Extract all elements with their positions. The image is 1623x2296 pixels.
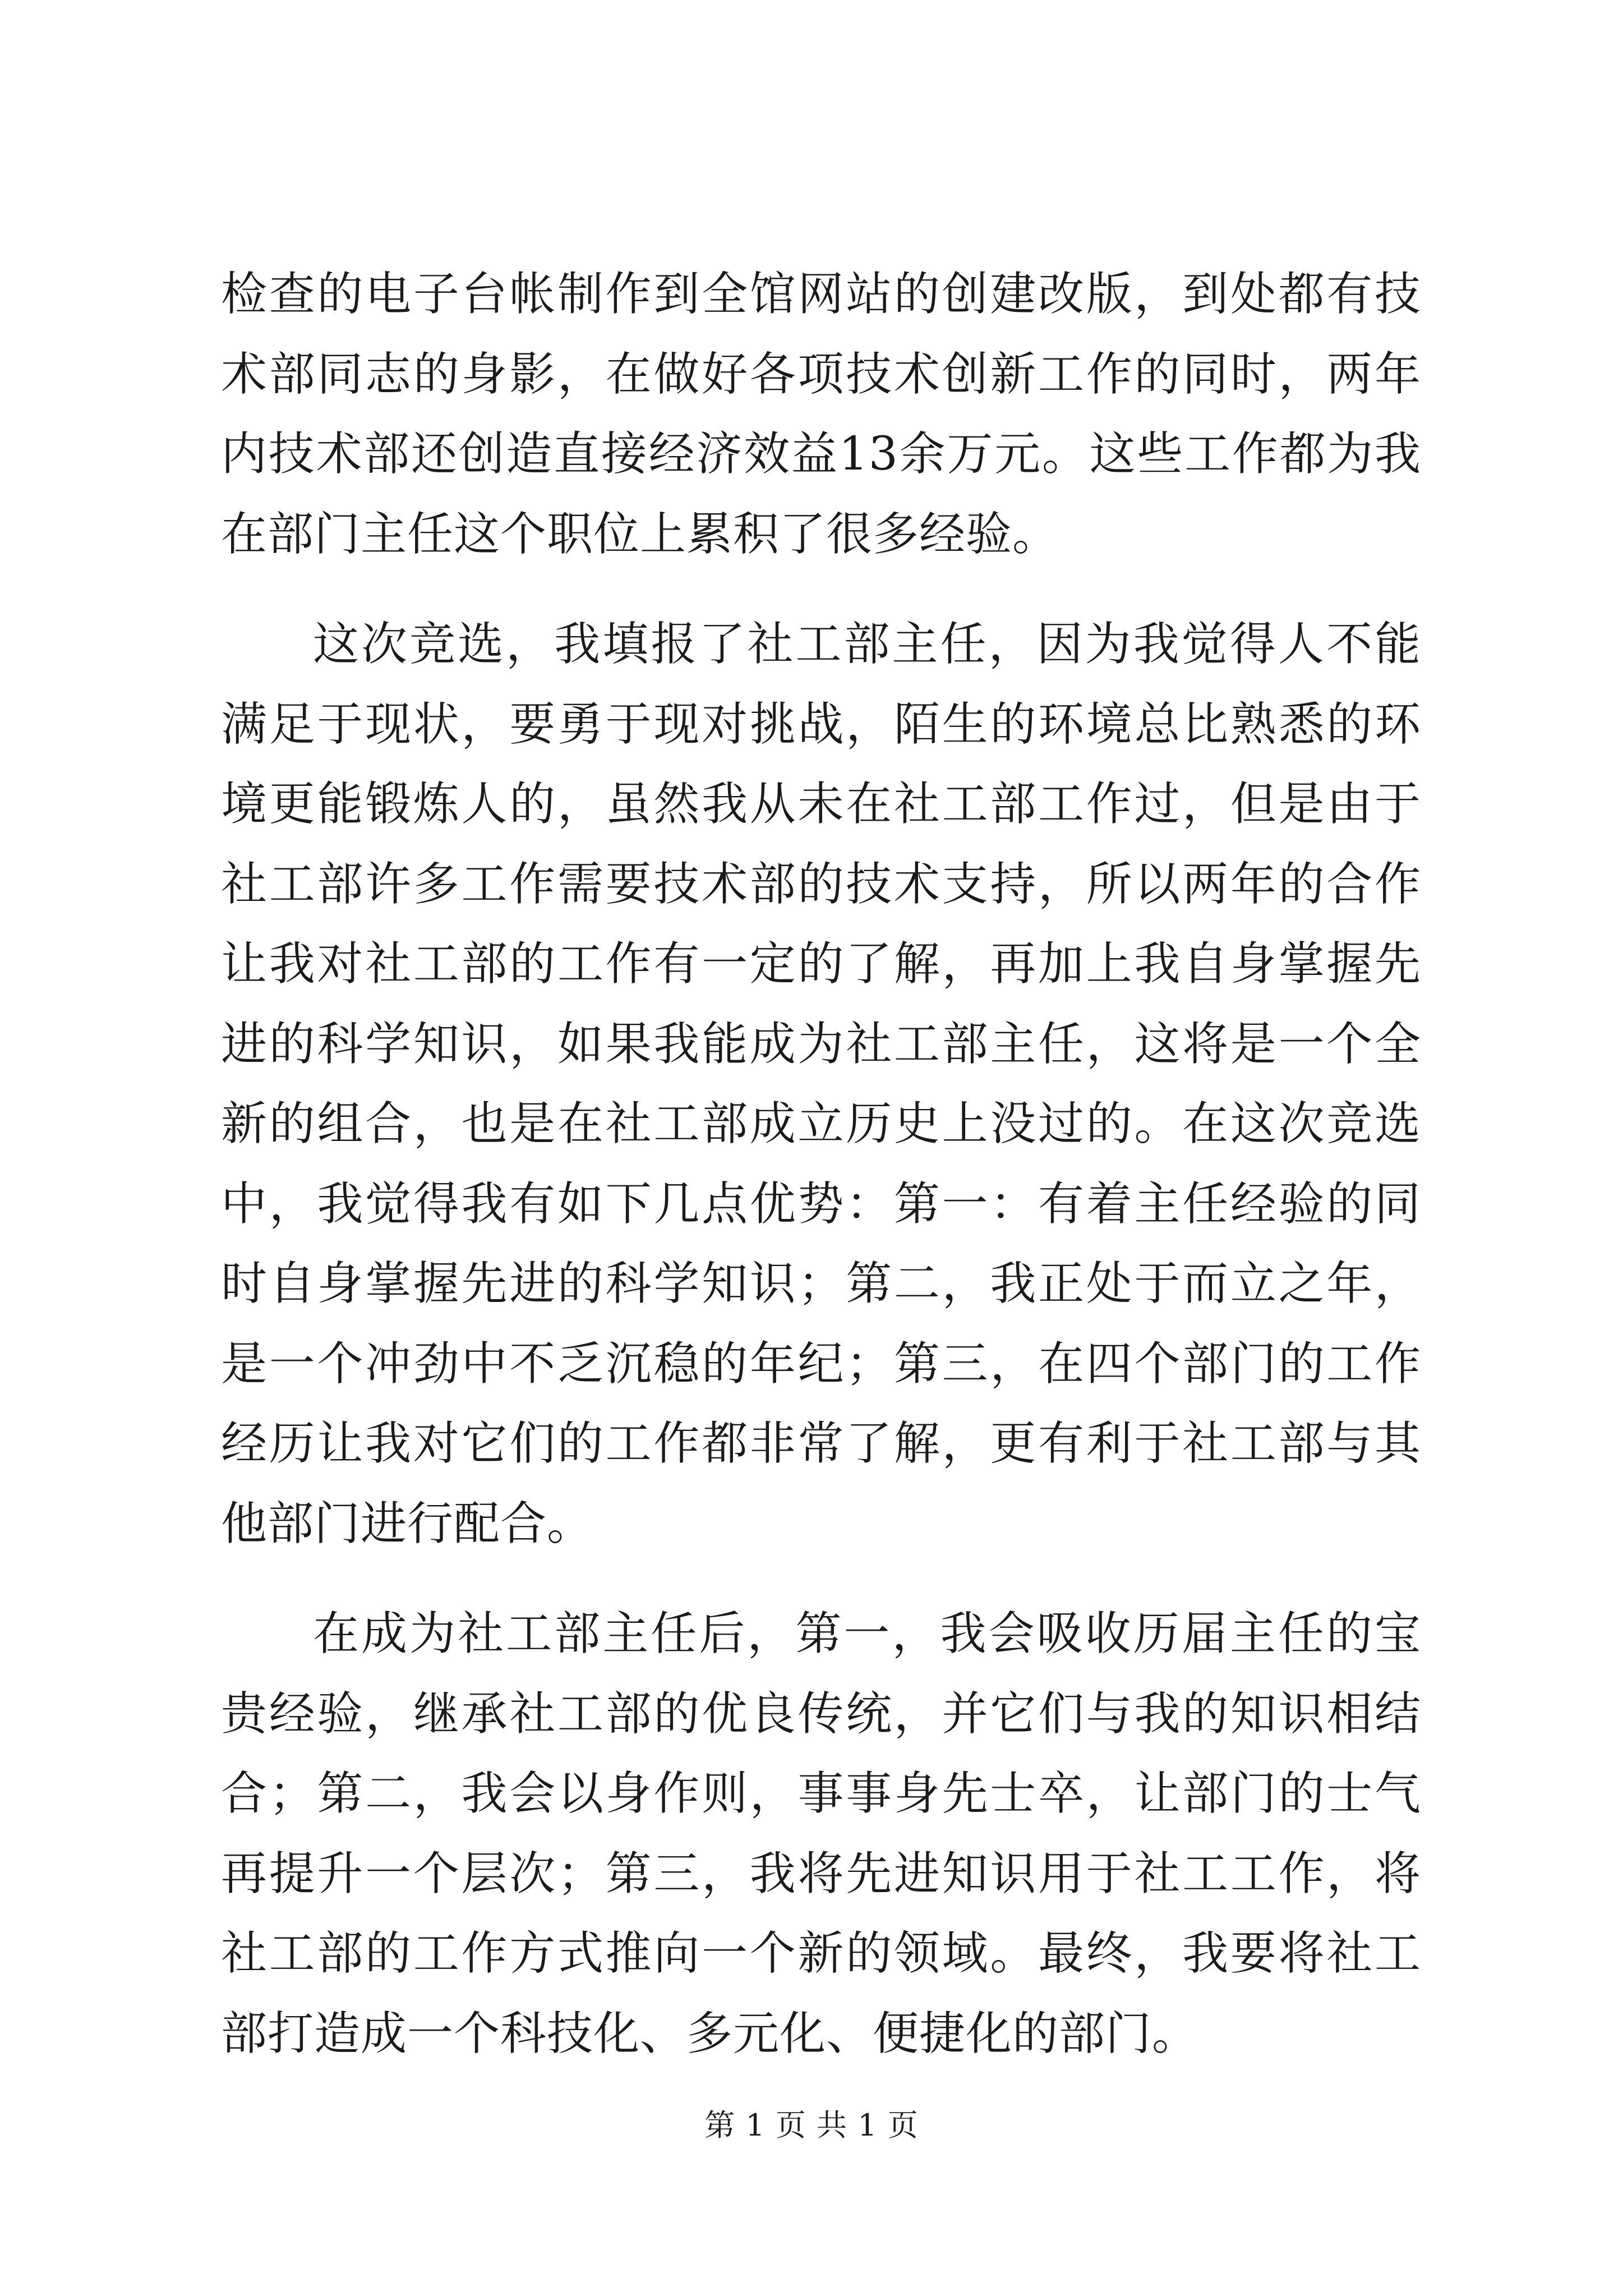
paragraph-1: 检查的电子台帐制作到全馆网站的创建改版，到处都有技术部同志的身影，在做好各项技术创新工作的同时，两年内技术部还创造直接经济效益13余万元。这些工作都为我在部门主任这个职位上累积了很多经验。 xyxy=(221,268,1421,561)
paragraph-2: 这次竞选，我填报了社工部主任，因为我觉得人不能满足于现状，要勇于现对挑战，陌生的环境总比熟悉的环境更能锻炼人的，虽然我从未在社工部工作过，但是由于社工部许多工作需要技术部的技术支持，所以两年的合作让我对社工部的工作有一定的了解，再加上我自身掌握先进的科学知识，如果我能成为社工部主任，这将是一个全新的组合，也是在社工部成立历史上没过的。在这次竞选中，我觉得我有如下几点优势：第一：有着主任经验的同时自身掌握先进的科学知识；第二，我正处于而立之年，是一个冲劲中不乏沉稳的年纪；第三，在四个部门的工作经历让我对它们的工作都非常了解，更有利于社工部与其他部门进行配合。 xyxy=(221,618,1421,1550)
document-body xyxy=(221,255,1421,2074)
page-footer: 第 1 页 共 1 页 xyxy=(704,2108,919,2143)
paragraph-3: 在成为社工部主任后，第一，我会吸收历届主任的宝贵经验，继承社工部的优良传统，并它们与我的知识相结合；第二，我会以身作则，事事身先士卒，让部门的士气再提升一个层次；第三，我将先进知识用于社工工作，将社工部的工作方式推向一个新的领域。最终，我要将社工部打造成一个科技化、多元化、便捷化的部门。 xyxy=(221,1607,1421,2060)
